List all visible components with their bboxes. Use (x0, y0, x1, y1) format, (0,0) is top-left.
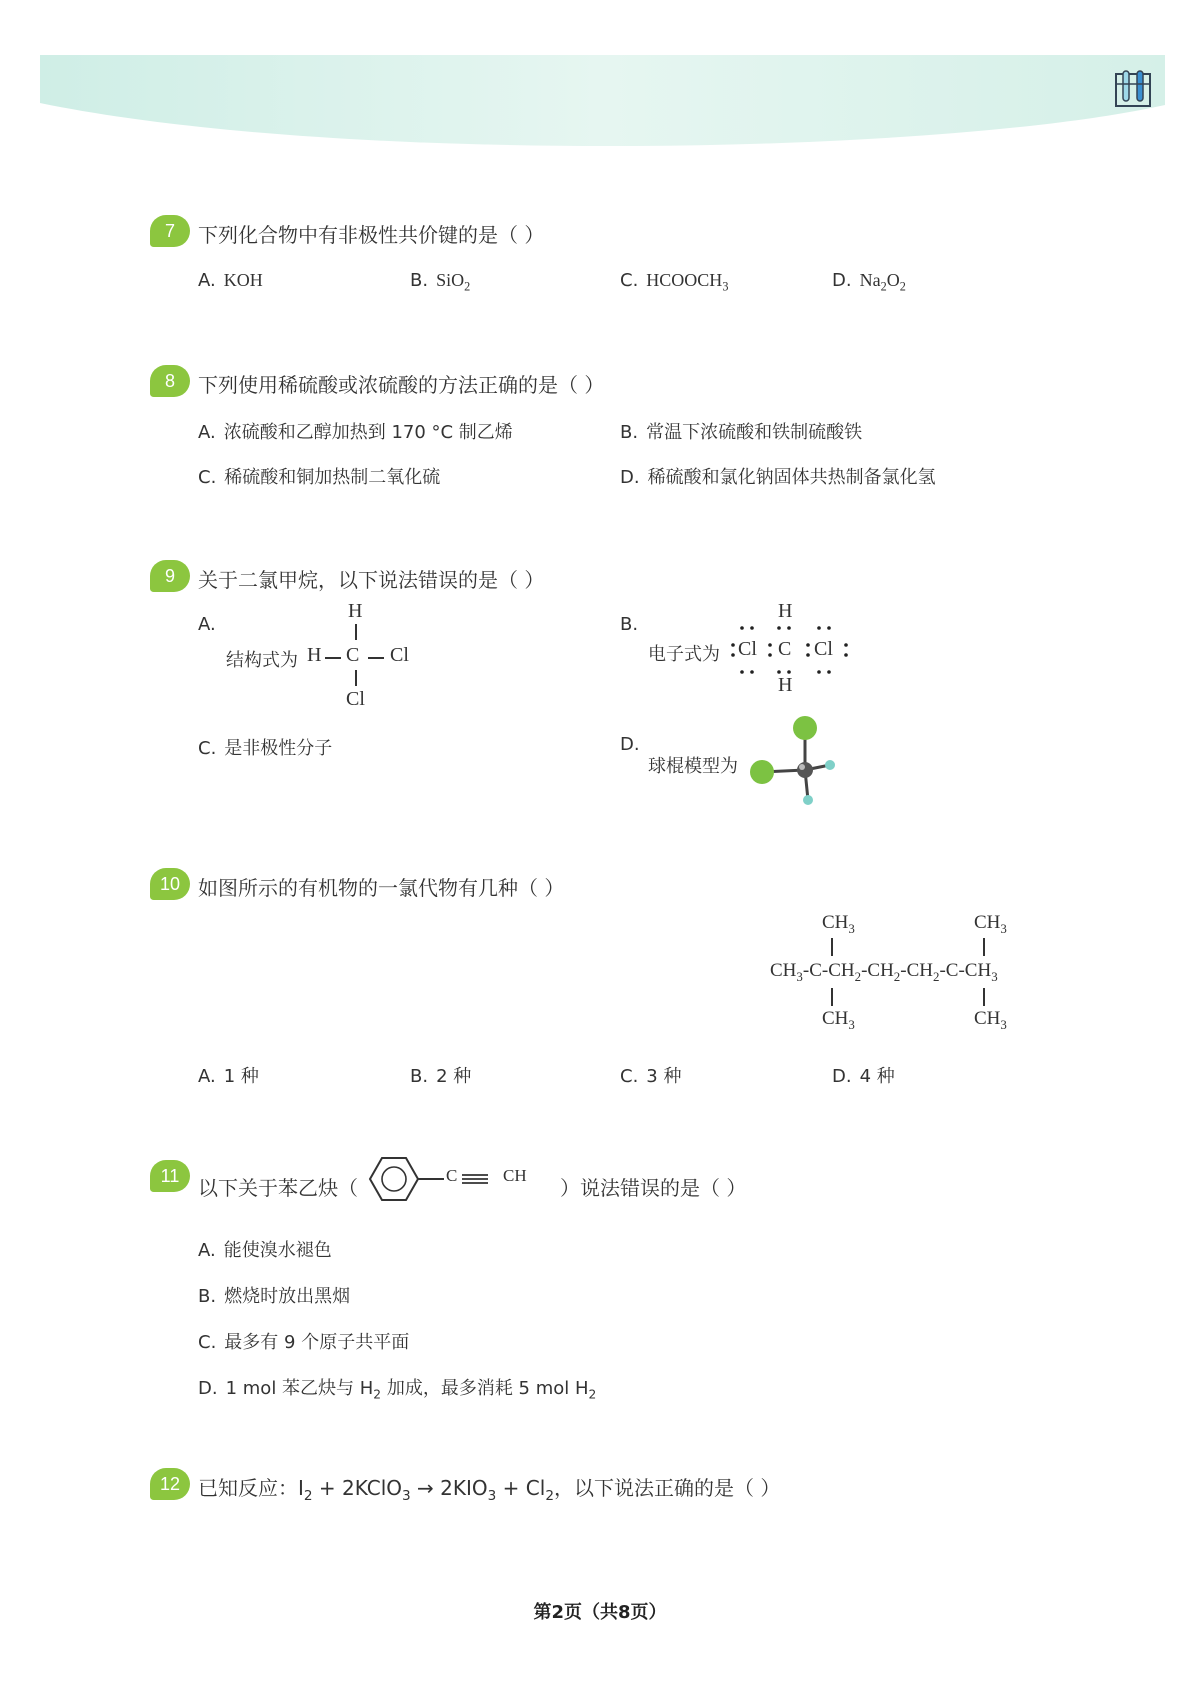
option-d-label: 球棍模型为 (648, 756, 738, 777)
organic-structure: $CH_3$ $CH_3$ $CH_3-C-CH_2-CH_2-CH_2-C-CH_3$ $CH_3$ $CH_3$ (770, 912, 1007, 1032)
ball-and-stick-model-icon (740, 710, 850, 810)
option-d[interactable]: D. 稀硫酸和氯化钠固体共热制备氯化氢 (620, 467, 936, 488)
option-d[interactable]: D. $Na_2O_2$ (832, 270, 906, 294)
option-d[interactable]: D. 1 mol 苯乙炔与 $H_2$ 加成，最多消耗 5 mol $H_2$ (198, 1378, 597, 1402)
option-b[interactable]: B. SiO$_2$ (410, 270, 471, 294)
question-number: 10 (150, 868, 190, 900)
option-b-label: 电子式为 (648, 644, 720, 665)
question-text: 关于二氯甲烷，以下说法错误的是（ ） (198, 568, 545, 592)
option-c[interactable]: C. 是非极性分子 (198, 738, 333, 759)
structural-formula: H H C Cl Cl (307, 600, 409, 710)
test-tube-logo-icon (1115, 70, 1151, 110)
alkyne-carbon: C (446, 1166, 458, 1185)
option-a[interactable]: A. 浓硫酸和乙醇加热到 170 °C 制乙烯 (198, 422, 513, 443)
option-c[interactable]: C. 稀硫酸和铜加热制二氧化硫 (198, 467, 441, 488)
electron-formula: H Cl C Cl H (728, 600, 853, 700)
question-text-before: 以下关于苯乙炔（ (198, 1176, 358, 1200)
option-b[interactable]: B. 2 种 (410, 1066, 472, 1087)
option-d[interactable]: D. 4 种 (832, 1066, 895, 1087)
option-c[interactable]: C. 3 种 (620, 1066, 682, 1087)
question-text: 已知反应：$I_2$ + 2KClO$_3$ → $2KIO_3 + Cl_2$，以下说法正确的是（ ） (198, 1476, 781, 1504)
option-c[interactable]: C. 最多有 9 个原子共平面 (198, 1332, 410, 1353)
question-number: 9 (150, 560, 190, 592)
question-number: 7 (150, 215, 190, 247)
option-b[interactable]: B. (620, 614, 639, 635)
option-d[interactable]: D. (620, 734, 640, 755)
option-a[interactable]: A. 1 种 (198, 1066, 259, 1087)
option-b[interactable]: B. 常温下浓硫酸和铁制硫酸铁 (620, 422, 863, 443)
option-a[interactable]: A. 能使溴水褪色 (198, 1240, 332, 1261)
question-text-after: ）说法错误的是（ ） (560, 1176, 747, 1200)
header-band (40, 55, 1165, 155)
question-text: 下列化合物中有非极性共价键的是（ ） (198, 223, 545, 247)
page-footer: 第2页（共8页） (533, 1602, 667, 1623)
option-c[interactable]: C. $HCOOCH_3$ (620, 270, 729, 294)
question-number: 11 (150, 1160, 190, 1192)
question-number: 8 (150, 365, 190, 397)
option-a[interactable]: A. (198, 614, 216, 635)
alkyne-ch: CH (503, 1166, 527, 1185)
question-text: 如图所示的有机物的一氯代物有几种（ ） (198, 876, 565, 900)
question-number: 12 (150, 1468, 190, 1500)
option-b[interactable]: B. 燃烧时放出黑烟 (198, 1286, 351, 1307)
option-a-label: 结构式为 (226, 650, 298, 671)
question-text: 下列使用稀硫酸或浓硫酸的方法正确的是（ ） (198, 373, 605, 397)
option-a[interactable]: A. KOH (198, 270, 263, 291)
